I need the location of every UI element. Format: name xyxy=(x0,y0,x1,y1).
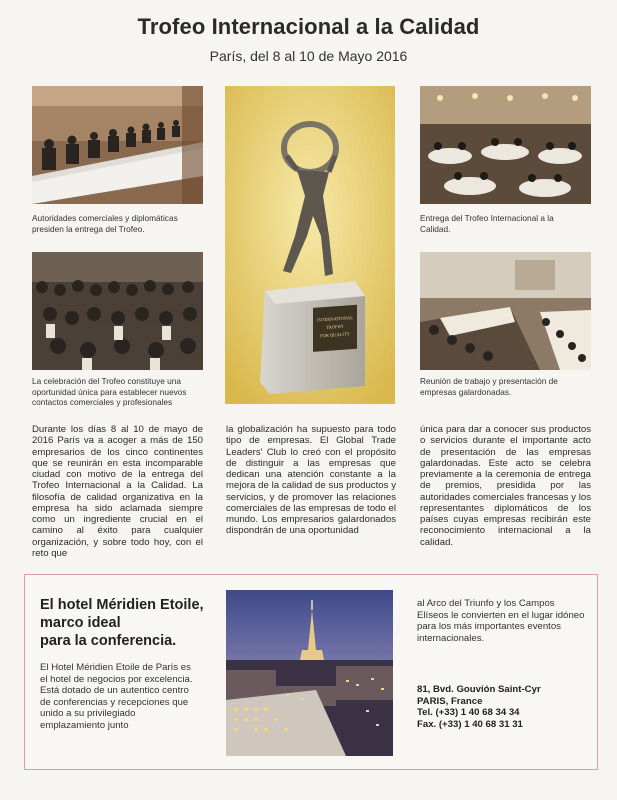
address-phone: Tel. (+33) 1 40 68 34 34 xyxy=(417,707,520,718)
caption-authorities: Autoridades comerciales y diplomáticas presiden la entrega del Trofeo. xyxy=(32,213,178,234)
photo-celebration xyxy=(32,252,203,370)
article-column-2: la globalización ha supuesto para todo tipo de empresas. El Global Trade Leaders' Club lo creó con el propósito de distinguir a las empresas que dedican una atención constante a la mejora de la calidad de sus productos y servicios, y de promover las relaciones comerciales de las empresas de todo el mundo. Los empresarios galardonados dispondrán de una oportunidad xyxy=(226,424,396,537)
article-column-1: Durante los días 8 al 10 de mayo de 2016 París va a acoger a más de 150 empresarios de los cinco continentes que se reunirán en esta incomparable ciudad con motivo de la entrega del Trofeo Internacional a la Calidad. La filosofía de calidad organizativa en la empresa ha sido aclamada siempre como un ingrediente crucial en el camino al éxito para cualquier organización, y sobre todo hoy, con el reto que xyxy=(32,424,203,559)
page-title: Trofeo Internacional a la Calidad xyxy=(137,14,480,39)
paris-night-photo xyxy=(226,590,393,756)
plaque-line-3: FOR QUALITY xyxy=(320,331,350,339)
plaque-line-2: TROPHY xyxy=(326,323,344,330)
event-date: París, del 8 al 10 de Mayo 2016 xyxy=(209,48,408,64)
article-column-3: única para dar a conocer sus productos o servicios durante el importante acto de presentación de las empresas galardonadas. Este acto se celebra previamente a la ceremonia de entrega de premios, presidida por las autoridades comerciales francesas y los representantes diplomáticos de los países cuyas empresas recibirán este reconocimiento internacional a la calidad. xyxy=(420,424,591,548)
photo-authorities xyxy=(32,86,203,204)
trophy-photo xyxy=(225,86,395,404)
address-city: PARIS, France xyxy=(417,695,483,707)
photo-meeting xyxy=(420,252,591,370)
address-street: 81, Bvd. Gouvión Saint-Cyr xyxy=(417,684,541,695)
address-fax: Fax. (+33) 1 40 68 31 31 xyxy=(417,718,523,730)
caption-meeting: Reunión de trabajo y presentación de empresas galardonadas. xyxy=(420,376,558,397)
photo-award-ceremony xyxy=(420,86,591,204)
caption-celebration: La celebración del Trofeo constituye una oportunidad única para establecer nuevos contactos comerciales y profesionales xyxy=(32,376,187,407)
hotel-description-continued: al Arco del Triunfo y los Campos Elíseos le convierten en el lugar idóneo para los más importantes eventos internacionales. xyxy=(417,598,585,644)
hotel-address xyxy=(417,684,541,730)
hotel-description: El Hotel Méridien Etoile de París es el hotel de negocios por excelencia. Está dotado de un autentico centro de conferencias y recepciones que unido a su privilegiado emplazamiento junto xyxy=(40,662,193,731)
caption-award-ceremony: Entrega del Trofeo Internacional a la Calidad. xyxy=(420,213,554,234)
plaque-line-1: INTERNATIONAL xyxy=(317,315,353,323)
hotel-title: El hotel Méridien Etoile, marco ideal para la conferencia. xyxy=(40,597,204,649)
